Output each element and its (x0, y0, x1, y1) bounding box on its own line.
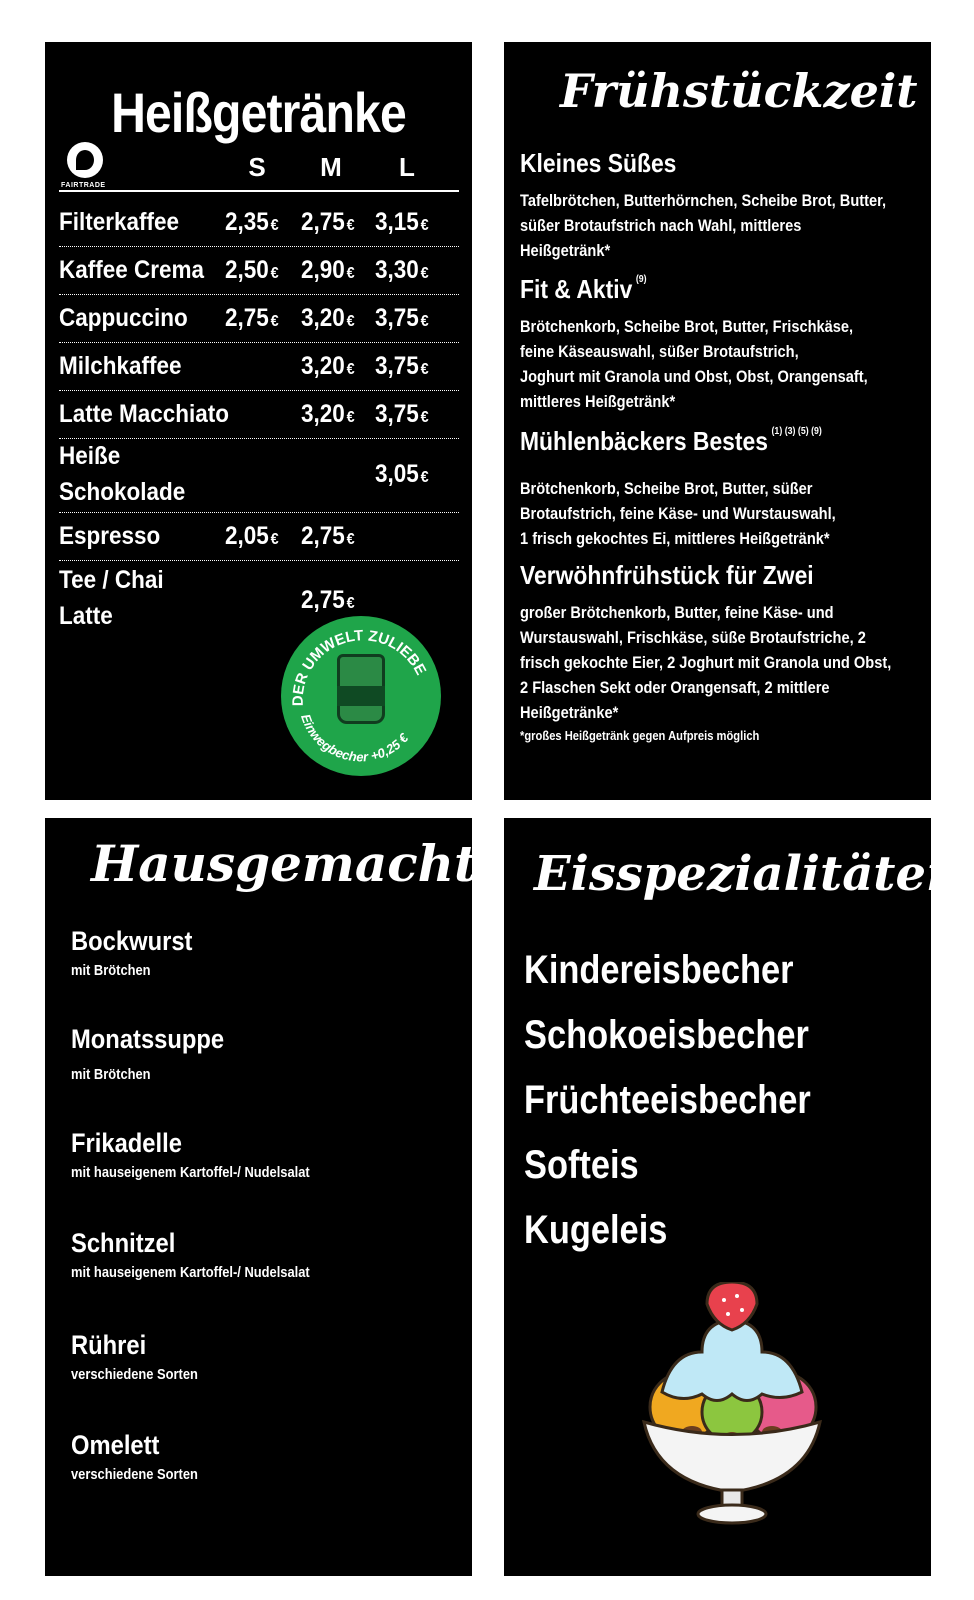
desc-line: süßer Brotaufstrich nach Wahl, mittleres (520, 216, 802, 235)
homemade-title: Hausgemacht (91, 834, 478, 893)
breakfast-panel (504, 42, 931, 800)
currency-symbol: € (420, 216, 429, 234)
currency-symbol: € (346, 312, 355, 330)
homemade-panel (45, 818, 478, 1576)
breakfast-item-desc (520, 188, 898, 263)
price-value: 3,30 (375, 255, 419, 284)
price-m (301, 304, 355, 333)
price-value: 3,75 (375, 303, 419, 332)
homemade-item-desc: mit hauseigenem Kartoffel-/ Nudelsalat (71, 1264, 310, 1281)
homemade-item-desc: verschiedene Sorten (71, 1466, 198, 1483)
row-divider (59, 342, 459, 343)
price-l (375, 208, 429, 237)
price-s (225, 208, 279, 237)
price-value: 3,75 (375, 351, 419, 380)
homemade-item-name: Rührei (71, 1330, 147, 1360)
breakfast-item-name: Kleines Süßes (520, 148, 677, 178)
homemade-item-name: Omelett (71, 1430, 160, 1460)
ice-item: Kugeleis (524, 1208, 668, 1252)
price-value: 3,20 (301, 399, 345, 428)
price-value: 2,50 (225, 255, 269, 284)
badge-top-text: DER UMWELT ZULIEBE (289, 627, 430, 707)
desc-line: feine Käseauswahl, süßer Brotaufstrich, (520, 342, 799, 361)
size-m-header: M (320, 152, 342, 182)
breakfast-item-name: Mühlenbäckers Bestes $^{(1) (3) (5) (9)}$ (520, 426, 822, 456)
homemade-item-name: Schnitzel (71, 1228, 176, 1258)
price-s (225, 522, 279, 551)
currency-symbol: € (346, 594, 355, 612)
ice-item: Kindereisbecher (524, 948, 794, 992)
hot-drinks-panel (45, 42, 472, 800)
row-divider (59, 246, 459, 247)
desc-line: Brötchenkorb, Scheibe Brot, Butter, süßer (520, 479, 813, 498)
ice-panel (504, 818, 961, 1576)
ice-item: Schokoeisbecher (524, 1013, 809, 1057)
price-m (301, 352, 355, 381)
homemade-item-desc: mit Brötchen (71, 962, 151, 979)
price-l (375, 352, 429, 381)
badge-text (281, 616, 441, 776)
drink-name: Milchkaffee (59, 351, 182, 380)
drink-name: Cappuccino (59, 303, 188, 332)
row-divider (59, 294, 459, 295)
header-divider (59, 190, 459, 192)
desc-line: Joghurt mit Granola und Obst, Obst, Orangensaft, (520, 367, 868, 386)
homemade-item-name: Frikadelle (71, 1128, 182, 1158)
breakfast-item-desc (520, 314, 898, 414)
drink-name-line2: Schokolade (59, 478, 186, 506)
price-m (301, 586, 355, 615)
homemade-item-desc: mit Brötchen (71, 1066, 151, 1083)
badge-bottom-text: Einwegbecher +0,25 € (298, 711, 412, 765)
drink-name-line1: Tee / Chai (59, 566, 164, 594)
price-l (375, 460, 429, 489)
price-l (375, 256, 429, 285)
currency-symbol: € (270, 216, 279, 234)
currency-symbol: € (420, 312, 429, 330)
desc-line: 2 Flaschen Sekt oder Orangensaft, 2 mittlere (520, 678, 830, 697)
breakfast-title: Frühstückzeit (560, 64, 918, 118)
price-value: 2,90 (301, 255, 345, 284)
hot-drinks-title: Heißgetränke (111, 81, 406, 144)
price-l (375, 400, 429, 429)
ice-item: Softeis (524, 1143, 639, 1187)
desc-line: Brötchenkorb, Scheibe Brot, Butter, Frischkäse, (520, 317, 854, 336)
price-value: 2,05 (225, 521, 269, 550)
price-value: 3,75 (375, 399, 419, 428)
currency-symbol: € (346, 264, 355, 282)
desc-line: Heißgetränke* (520, 703, 619, 722)
desc-line: Tafelbrötchen, Butterhörnchen, Scheibe Brot, Butter, (520, 191, 887, 210)
breakfast-item-desc (520, 476, 898, 551)
drink-name-line2: Latte (59, 602, 113, 630)
eco-badge (281, 616, 441, 776)
desc-line: frisch gekochte Eier, 2 Joghurt mit Granola und Obst, (520, 653, 892, 672)
ice-cream-sundae-icon (632, 1282, 832, 1532)
price-value: 2,75 (225, 303, 269, 332)
price-m (301, 400, 355, 429)
desc-line: Brotaufstrich, feine Käse- und Wurstauswahl, (520, 504, 836, 523)
currency-symbol: € (346, 408, 355, 426)
breakfast-item-name: Fit & Aktiv $^{(9)}$ (520, 274, 647, 304)
ice-title: Eisspezialitäten (534, 846, 961, 902)
svg-text:DER UMWELT ZULIEBE (290, 627, 430, 706)
desc-line: 1 frisch gekochtes Ei, mittleres Heißgetränk* (520, 529, 830, 548)
fairtrade-icon (67, 142, 103, 178)
price-value: 3,05 (375, 459, 419, 488)
price-m (301, 522, 355, 551)
row-divider (59, 512, 459, 513)
price-value: 3,15 (375, 207, 419, 236)
homemade-item-desc: verschiedene Sorten (71, 1366, 198, 1383)
price-value: 3,20 (301, 303, 345, 332)
allergen-note: (9) (635, 274, 647, 285)
price-m (301, 256, 355, 285)
currency-symbol: € (270, 264, 279, 282)
currency-symbol: € (420, 468, 429, 486)
drink-name: Latte Macchiato (59, 399, 230, 428)
allergen-note: (1) (3) (5) (9) (771, 426, 822, 437)
price-value: 2,35 (225, 207, 269, 236)
size-l-header: L (399, 152, 415, 182)
currency-symbol: € (346, 216, 355, 234)
price-s (225, 256, 279, 285)
homemade-item-desc: mit hauseigenem Kartoffel-/ Nudelsalat (71, 1164, 310, 1181)
currency-symbol: € (420, 264, 429, 282)
row-divider (59, 560, 459, 561)
homemade-item-name: Monatssuppe (71, 1024, 225, 1054)
homemade-item-name: Bockwurst (71, 926, 193, 956)
desc-line: Wurstauswahl, Frischkäse, süße Brotaufstriche, 2 (520, 628, 866, 647)
breakfast-item-desc (520, 600, 898, 725)
price-m (301, 208, 355, 237)
svg-text:Einwegbecher +0,25 € (298, 712, 412, 764)
price-value: 2,75 (301, 585, 345, 614)
row-divider (59, 390, 459, 391)
price-s (225, 304, 279, 333)
ice-item: Früchteeisbecher (524, 1078, 811, 1122)
desc-line: großer Brötchenkorb, Butter, feine Käse- und (520, 603, 834, 622)
breakfast-item-name: Verwöhnfrühstück für Zwei (520, 560, 814, 590)
breakfast-footnote: *großes Heißgetränk gegen Aufpreis möglich (520, 728, 760, 743)
currency-symbol: € (270, 530, 279, 548)
price-value: 3,20 (301, 351, 345, 380)
currency-symbol: € (346, 360, 355, 378)
currency-symbol: € (420, 408, 429, 426)
desc-line: mittleres Heißgetränk* (520, 392, 676, 411)
fairtrade-label: FAIRTRADE (61, 182, 106, 189)
drink-name-line1: Heiße (59, 442, 121, 470)
drink-name: Kaffee Crema (59, 255, 205, 284)
size-s-header: S (248, 152, 266, 182)
currency-symbol: € (420, 360, 429, 378)
desc-line: Heißgetränk* (520, 241, 611, 260)
drink-name: Espresso (59, 521, 161, 550)
currency-symbol: € (270, 312, 279, 330)
currency-symbol: € (346, 530, 355, 548)
drink-name: Filterkaffee (59, 207, 180, 236)
price-value: 2,75 (301, 521, 345, 550)
price-l (375, 304, 429, 333)
price-value: 2,75 (301, 207, 345, 236)
